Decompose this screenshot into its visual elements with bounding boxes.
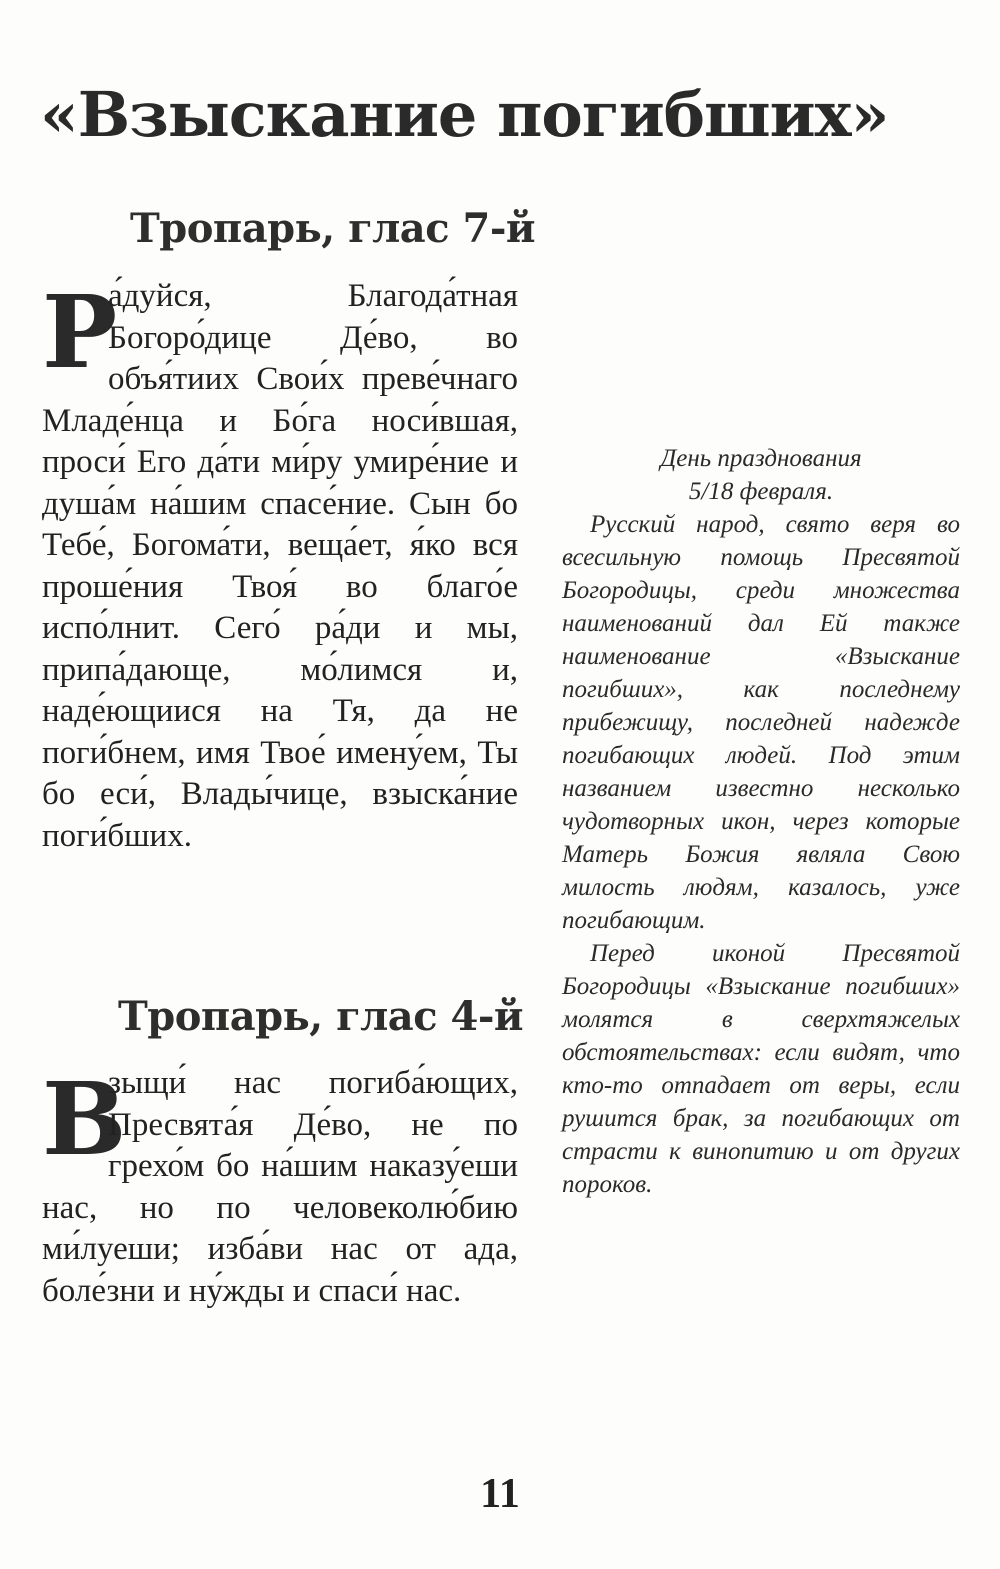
troparion-1-text (42, 273, 518, 857)
feast-date-label: День празднования (660, 445, 862, 472)
troparion-1-heading: Тропарь, глас 7-й (130, 205, 536, 252)
page-title: «Взыскание погибших» (40, 78, 889, 151)
page-number: 11 (480, 1471, 520, 1517)
troparion-2-body: зыщи́ нас погиба́ющих, Пресвята́я Де́во, не по грехо́м бо на́шим наказу́еши нас, но по человеколю́бию ми́луеши; изба́ви нас от ада, боле́зни и ну́жды и спаси́ нас. (42, 1065, 518, 1309)
feast-paragraph-2: Перед иконой Пресвятой Богородицы «Взыскание погибших» молятся в сверхтяжелых обстоятельствах: если видят, что кто-то отпадает от веры, если рушится брак, за погибающих от страсти к винопитию и от других пороков. (562, 940, 960, 1198)
feast-paragraph-1: Русский народ, свято веря во всесильную помощь Пресвятой Богородицы, среди множества наименований дал Ей также наименование «Взыскание погибших», как последнему прибежищу, последней надежде погибающих людей. Под этим названием известно несколько чудотворных икон, через которые Матерь Божия являла Свою милость людям, казалось, уже погибающим. (562, 511, 960, 934)
troparion-2-dropcap: В (42, 1060, 127, 1178)
troparion-2-text (42, 1060, 518, 1312)
feast-date: 5/18 февраля. (688, 478, 834, 505)
troparion-2-heading: Тропарь, глас 4-й (118, 993, 524, 1040)
troparion-1-body: а́дуйся, Благода́тная Богоро́дице Де́во, во объя́тиих Свои́х преве́чнаго Младе́нца и Бо́га носи́вшая, проси́ Его да́ти ми́ру умире́ние и душа́м на́шим спасе́ние. Сын бо Тебе́, Богома́ти, веща́ет, я́ко вся проше́ния Твоя́ во благо́е испо́лнит. Сего́ ра́ди и мы, припа́дающе, мо́лимся и, наде́ющиися на Тя, да не поги́бнем, имя Твое́ имену́ем, Ты бо еси́, Влады́чице, взыска́ние поги́бших. (42, 278, 518, 854)
feast-description (562, 442, 960, 1201)
troparion-1-dropcap: Р (42, 273, 118, 391)
